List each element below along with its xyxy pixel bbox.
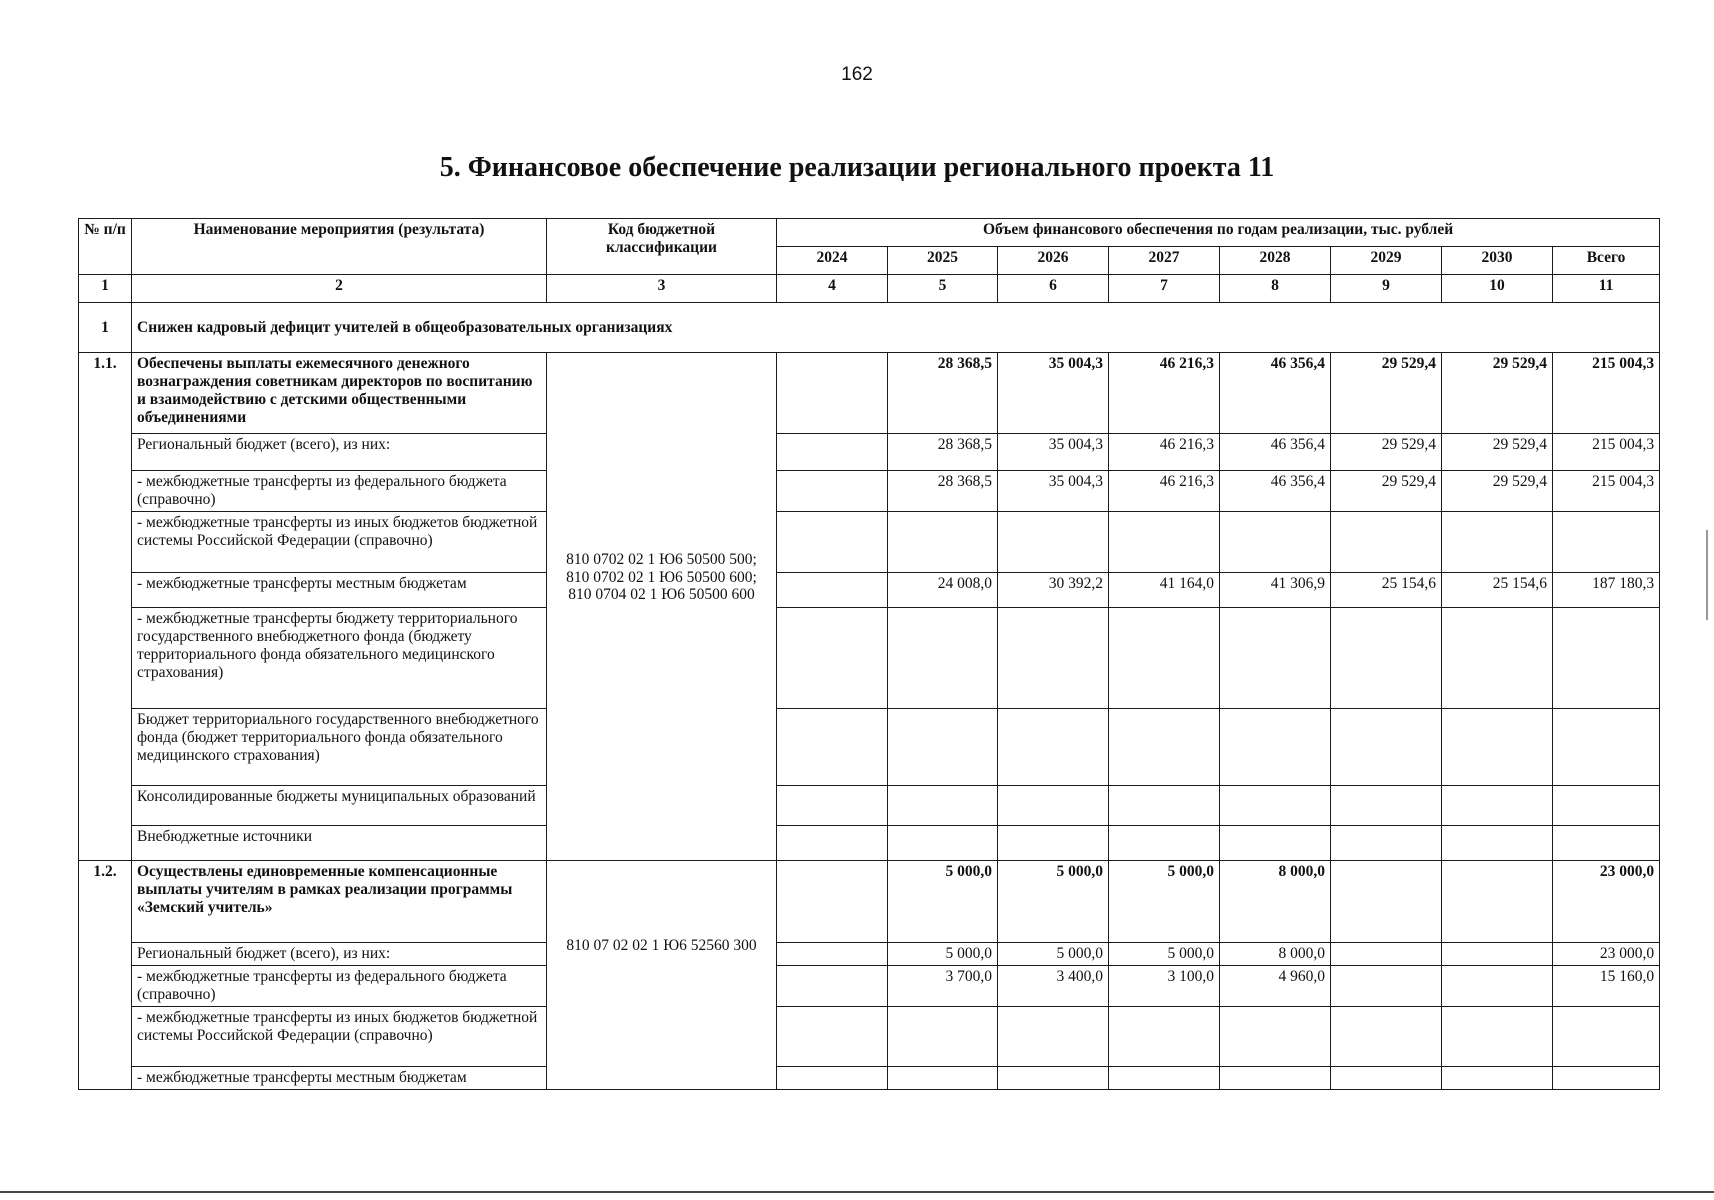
year-value	[1109, 512, 1220, 573]
year-value	[1331, 965, 1442, 1006]
year-value: 46 356,4	[1220, 353, 1331, 434]
year-value: 29 529,4	[1442, 353, 1553, 434]
total-value	[1553, 826, 1660, 861]
year-value	[888, 709, 998, 786]
column-number: 5	[888, 275, 998, 303]
column-number: 4	[777, 275, 888, 303]
column-number: 10	[1442, 275, 1553, 303]
year-value	[1331, 826, 1442, 861]
scan-edge-mark	[1706, 530, 1708, 620]
year-value	[888, 826, 998, 861]
year-value: 41 306,9	[1220, 573, 1331, 608]
year-value	[777, 1066, 888, 1089]
year-value	[1220, 608, 1331, 709]
page-title: 5. Финансовое обеспечение реализации регионального проекта 11	[439, 152, 1275, 183]
year-value	[998, 1066, 1109, 1089]
year-value	[1331, 1006, 1442, 1066]
year-value	[1442, 512, 1553, 573]
year-value	[777, 471, 888, 512]
year-value	[1109, 826, 1220, 861]
year-value	[888, 512, 998, 573]
year-value	[777, 826, 888, 861]
header-year: 2025	[888, 247, 998, 275]
year-value: 28 368,5	[888, 434, 998, 471]
year-value	[1331, 1066, 1442, 1089]
header-total: Всего	[1553, 247, 1660, 275]
funding-source-name: - межбюджетные трансферты местным бюджетам	[132, 1066, 547, 1089]
year-value	[1220, 709, 1331, 786]
year-value: 29 529,4	[1331, 353, 1442, 434]
year-value: 8 000,0	[1220, 943, 1331, 966]
table-row	[79, 471, 1660, 512]
year-value: 46 356,4	[1220, 434, 1331, 471]
total-value	[1553, 1006, 1660, 1066]
year-value: 5 000,0	[998, 943, 1109, 966]
year-value: 28 368,5	[888, 353, 998, 434]
table-row	[79, 965, 1660, 1006]
column-number: 3	[547, 275, 777, 303]
year-value	[1442, 608, 1553, 709]
column-number: 8	[1220, 275, 1331, 303]
year-value: 5 000,0	[1109, 943, 1220, 966]
year-value	[998, 709, 1109, 786]
year-value: 29 529,4	[1442, 434, 1553, 471]
year-value	[1109, 1066, 1220, 1089]
year-value	[1331, 709, 1442, 786]
row-number: 1.1.	[79, 353, 132, 861]
table-row	[79, 573, 1660, 608]
year-value: 5 000,0	[998, 861, 1109, 943]
funding-source-name: Внебюджетные источники	[132, 826, 547, 861]
table-row	[79, 1006, 1660, 1066]
year-value	[1331, 786, 1442, 826]
table-row	[79, 786, 1660, 826]
year-value	[777, 434, 888, 471]
funding-source-name: Бюджет территориального государственного внебюджетного фонда (бюджет территориального фонда обязательного медицинского страхования)	[132, 709, 547, 786]
year-value	[777, 353, 888, 434]
column-number: 6	[998, 275, 1109, 303]
table-row	[79, 434, 1660, 471]
total-value	[1553, 608, 1660, 709]
column-number: 11	[1553, 275, 1660, 303]
funding-source-name: - межбюджетные трансферты из федерального бюджета (справочно)	[132, 471, 547, 512]
header-code: Код бюджетной классификации	[547, 219, 777, 275]
year-value	[1442, 943, 1553, 966]
header-year: 2029	[1331, 247, 1442, 275]
year-value	[777, 1006, 888, 1066]
funding-source-name: Региональный бюджет (всего), из них:	[132, 943, 547, 966]
funding-source-name: Консолидированные бюджеты муниципальных образований	[132, 786, 547, 826]
total-value: 23 000,0	[1553, 861, 1660, 943]
year-value	[888, 1006, 998, 1066]
funding-source-name: - межбюджетные трансферты из иных бюджетов бюджетной системы Российской Федерации (справочно)	[132, 1006, 547, 1066]
total-value: 215 004,3	[1553, 434, 1660, 471]
year-value: 25 154,6	[1331, 573, 1442, 608]
year-value	[1220, 1006, 1331, 1066]
year-value: 46 216,3	[1109, 353, 1220, 434]
year-value	[998, 826, 1109, 861]
year-value	[777, 608, 888, 709]
year-value	[1220, 786, 1331, 826]
year-value	[777, 861, 888, 943]
total-value	[1553, 1066, 1660, 1089]
table-row	[79, 512, 1660, 573]
header-num: № п/п	[79, 219, 132, 275]
budget-code: 810 0702 02 1 Ю6 50500 500; 810 0702 02 1 Ю6 50500 600; 810 0704 02 1 Ю6 50500 600	[547, 353, 777, 861]
year-value	[1109, 608, 1220, 709]
header-name: Наименование мероприятия (результата)	[132, 219, 547, 275]
year-value: 41 164,0	[1109, 573, 1220, 608]
row-number: 1.2.	[79, 861, 132, 1090]
funding-source-name: - межбюджетные трансферты бюджету территориального государственного внебюджетного фонда (бюджету территориального фонда обязательного медицинского страхования)	[132, 608, 547, 709]
table-row	[79, 709, 1660, 786]
year-value	[1220, 512, 1331, 573]
year-value: 3 100,0	[1109, 965, 1220, 1006]
total-value: 187 180,3	[1553, 573, 1660, 608]
result-name: Обеспечены выплаты ежемесячного денежного вознаграждения советникам директоров по воспитанию и взаимодействию с детскими общественными объединениями	[132, 353, 547, 434]
year-value	[1442, 786, 1553, 826]
section-title: Снижен кадровый дефицит учителей в общеобразовательных организациях	[132, 303, 1660, 353]
column-number: 7	[1109, 275, 1220, 303]
result-name: Осуществлены единовременные компенсационные выплаты учителям в рамках реализации программы «Земский учитель»	[132, 861, 547, 943]
year-value: 29 529,4	[1331, 471, 1442, 512]
total-value	[1553, 786, 1660, 826]
year-value: 46 356,4	[1220, 471, 1331, 512]
year-value: 30 392,2	[998, 573, 1109, 608]
year-value	[888, 786, 998, 826]
funding-source-name: Региональный бюджет (всего), из них:	[132, 434, 547, 471]
year-value: 3 400,0	[998, 965, 1109, 1006]
year-value	[777, 786, 888, 826]
year-value: 35 004,3	[998, 434, 1109, 471]
year-value	[888, 1066, 998, 1089]
year-value	[1331, 861, 1442, 943]
year-value: 35 004,3	[998, 471, 1109, 512]
year-value	[998, 1006, 1109, 1066]
total-value	[1553, 512, 1660, 573]
year-value: 5 000,0	[888, 943, 998, 966]
funding-source-name: - межбюджетные трансферты местным бюджетам	[132, 573, 547, 608]
header-volume: Объем финансового обеспечения по годам реализации, тыс. рублей	[777, 219, 1660, 247]
header-year: 2028	[1220, 247, 1331, 275]
year-value: 46 216,3	[1109, 471, 1220, 512]
year-value: 46 216,3	[1109, 434, 1220, 471]
year-value	[1220, 826, 1331, 861]
year-value: 29 529,4	[1331, 434, 1442, 471]
table-row	[79, 861, 1660, 943]
total-value	[1553, 709, 1660, 786]
total-value: 15 160,0	[1553, 965, 1660, 1006]
year-value	[888, 608, 998, 709]
header-year: 2026	[998, 247, 1109, 275]
year-value: 25 154,6	[1442, 573, 1553, 608]
year-value	[998, 512, 1109, 573]
year-value	[1109, 786, 1220, 826]
section-number: 1	[79, 303, 132, 353]
year-value	[1109, 1006, 1220, 1066]
year-value	[1109, 709, 1220, 786]
year-value: 3 700,0	[888, 965, 998, 1006]
table-row	[79, 826, 1660, 861]
year-value: 28 368,5	[888, 471, 998, 512]
year-value	[1442, 1066, 1553, 1089]
year-value	[777, 512, 888, 573]
year-value	[777, 943, 888, 966]
table-row	[79, 1066, 1660, 1089]
year-value	[1331, 608, 1442, 709]
column-number: 9	[1331, 275, 1442, 303]
header-year: 2024	[777, 247, 888, 275]
year-value: 29 529,4	[1442, 471, 1553, 512]
year-value	[1442, 861, 1553, 943]
year-value	[777, 709, 888, 786]
financing-table	[78, 218, 1660, 1090]
year-value: 4 960,0	[1220, 965, 1331, 1006]
table-row	[79, 608, 1660, 709]
year-value	[1331, 943, 1442, 966]
year-value	[998, 608, 1109, 709]
year-value: 8 000,0	[1220, 861, 1331, 943]
total-value: 23 000,0	[1553, 943, 1660, 966]
year-value	[777, 573, 888, 608]
funding-source-name: - межбюджетные трансферты из иных бюджетов бюджетной системы Российской Федерации (справочно)	[132, 512, 547, 573]
year-value	[1442, 709, 1553, 786]
year-value: 24 008,0	[888, 573, 998, 608]
year-value	[1442, 1006, 1553, 1066]
page-number: 162	[841, 64, 873, 85]
year-value	[1331, 512, 1442, 573]
year-value	[1442, 826, 1553, 861]
budget-code: 810 07 02 02 1 Ю6 52560 300	[547, 861, 777, 1090]
column-number: 2	[132, 275, 547, 303]
total-value: 215 004,3	[1553, 353, 1660, 434]
scan-border-line	[0, 1191, 1714, 1193]
table-row	[79, 353, 1660, 434]
funding-source-name: - межбюджетные трансферты из федерального бюджета (справочно)	[132, 965, 547, 1006]
year-value	[777, 965, 888, 1006]
table-row	[79, 943, 1660, 966]
year-value	[998, 786, 1109, 826]
header-year: 2027	[1109, 247, 1220, 275]
header-year: 2030	[1442, 247, 1553, 275]
year-value: 5 000,0	[1109, 861, 1220, 943]
total-value: 215 004,3	[1553, 471, 1660, 512]
column-number: 1	[79, 275, 132, 303]
year-value: 35 004,3	[998, 353, 1109, 434]
year-value: 5 000,0	[888, 861, 998, 943]
year-value	[1442, 965, 1553, 1006]
year-value	[1220, 1066, 1331, 1089]
